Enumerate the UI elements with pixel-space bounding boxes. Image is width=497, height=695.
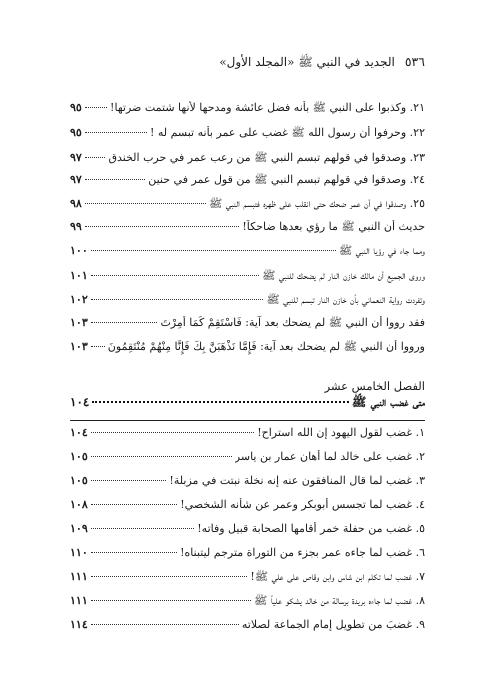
dot-leader xyxy=(91,503,177,505)
toc-entry-text: وتفردت رواية النعماني بأن خازن النار تبسم للنبي ﷺ xyxy=(266,293,425,306)
toc-entry-page: ١١٠ xyxy=(70,546,88,559)
dot-leader xyxy=(85,225,240,227)
toc-entry[interactable] xyxy=(70,197,425,213)
toc-entry-text: ٦. غضب لما جاءه عمر بجزء من التوراة مترجم ليتبناه! xyxy=(180,546,425,559)
toc-entry-text: ٢٤. وصدقوا في قولهم تبسم النبي ﷺ من قول عمر في حنين xyxy=(148,173,425,186)
dot-leader xyxy=(91,455,232,457)
toc-entry[interactable] xyxy=(70,316,425,332)
dot-leader xyxy=(91,599,251,601)
dot-leader xyxy=(91,298,264,300)
toc-entry-page: ١٠٤ xyxy=(70,426,88,439)
toc-entry-text: ورووا أن النبي ﷺ لم يضحك بعد آية: فَإِمَّا نَذْهَبَنَّ بِكَ فَإِنَّا مِنْهُمْ مُنْتَقِمُونَ xyxy=(107,340,425,353)
dot-leader xyxy=(91,431,254,433)
dot-leader xyxy=(91,575,248,577)
toc-entry-text: ومما جاء في رؤيا النبي ﷺ xyxy=(338,244,425,257)
toc-entry-text: ٢٥. وصدقوا في أن عمر ضحك حتى انقلب على ظهره فتبسم النبي ﷺ xyxy=(208,197,425,210)
dot-leader xyxy=(91,623,239,625)
dot-leader xyxy=(91,479,167,481)
toc-entry-text: ٣. غضب لما قال المنافقون عنه إنه نخلة نبتت في مزبلة! xyxy=(169,474,425,487)
toc-entry-page: ١٠٢ xyxy=(70,293,88,306)
toc-entry[interactable] xyxy=(70,594,425,610)
toc-entry[interactable] xyxy=(70,450,425,463)
toc-entry-page: ١١١ xyxy=(70,570,88,583)
toc-entry[interactable] xyxy=(70,126,425,142)
toc-entry-page: ١٠٨ xyxy=(70,498,88,511)
toc-entry[interactable] xyxy=(70,618,425,631)
toc-entry-text: ٥. غضب من حفلة خمر أقامها الصحابة قبيل وفاته! xyxy=(197,522,425,535)
toc-entry[interactable] xyxy=(70,426,425,439)
toc-entry-text: ٨. غضب لما جاءه بريدة برسالة من خالد يشكو علياً ﷺ xyxy=(254,594,425,607)
dot-leader xyxy=(85,131,147,133)
dot-leader xyxy=(85,106,107,108)
toc-entry-text: وروى الجميع أن مالك خازن النار لم يضحك للنبي ﷺ xyxy=(262,269,425,282)
toc-entry-text: ٢٣. وصدقوا في قولهم تبسم النبي ﷺ من رعب عمر في حرب الخندق xyxy=(108,151,425,164)
toc-entry-page: ٩٨ xyxy=(70,197,82,210)
toc-entry[interactable] xyxy=(70,498,425,511)
toc-entry[interactable] xyxy=(70,101,425,117)
toc-entry[interactable] xyxy=(70,244,425,260)
toc-entry-page: ٩٧ xyxy=(70,151,82,164)
toc-entry-page: ٩٥ xyxy=(70,126,82,139)
dot-leader xyxy=(92,400,349,403)
chapter-entry[interactable] xyxy=(70,395,425,414)
dot-leader xyxy=(91,345,105,347)
dot-leader xyxy=(85,178,145,180)
toc-entry[interactable] xyxy=(70,151,425,167)
toc-entry-text: ٩. غضبَ من تطويل إمام الجماعة لصلاته xyxy=(241,618,425,631)
toc-entry-text: ١. غضب لقول اليهود إن الله استراح! xyxy=(257,426,425,439)
dot-leader xyxy=(91,551,177,553)
chapter-page: ١٠٤ xyxy=(70,395,90,409)
dot-leader xyxy=(91,527,195,529)
toc-entry-text: ٤. غضب لما تجسس أبوبكر وعمر عن شأنه الشخصي! xyxy=(180,498,425,511)
toc-entry[interactable] xyxy=(70,269,425,285)
toc-entry-page: ١٠٩ xyxy=(70,522,88,535)
toc-entry[interactable] xyxy=(70,293,425,309)
dot-leader xyxy=(91,274,259,276)
toc-entry[interactable] xyxy=(70,522,425,535)
page-number: ٥٣٦ xyxy=(404,54,425,69)
dot-leader xyxy=(85,156,106,158)
toc-entry-page: ١٠٥ xyxy=(70,474,88,487)
toc-entry-page: ١٠٣ xyxy=(70,340,88,353)
toc-entry-page: ١٠٥ xyxy=(70,450,88,463)
toc-entry[interactable] xyxy=(70,570,425,586)
toc-entry-text: ٢. غضب على خالد لما أهان عمار بن ياسر xyxy=(234,450,425,463)
toc-entry-page: ١١١ xyxy=(70,594,88,607)
dot-leader xyxy=(85,202,206,204)
toc-entry-page: ١٠٠ xyxy=(70,244,88,257)
toc-entry[interactable] xyxy=(70,173,425,189)
chapter-title: متى غضب النبي ﷺ xyxy=(351,395,425,409)
dot-leader xyxy=(91,321,158,323)
toc-entry-page: ٩٧ xyxy=(70,173,82,186)
toc-entry-text: فقد رووا أن النبي ﷺ لم يضحك بعد آية: فَاسْتَقِمْ كَمَا أُمِرْتَ xyxy=(160,316,425,329)
chapter-label: الفصل الخامس عشر xyxy=(324,379,425,393)
toc-entry-page: ١٠٣ xyxy=(70,316,88,329)
dot-leader xyxy=(91,249,336,251)
page-header xyxy=(70,54,425,72)
toc-entry-page: ٩٥ xyxy=(70,101,82,114)
toc-entry[interactable] xyxy=(70,340,425,356)
toc-entry[interactable] xyxy=(70,474,425,487)
toc-entry[interactable] xyxy=(70,220,425,236)
toc-entry-text: ٧. غضب لما تكلم ابن شاس وابن وقاص على علي ﷺ! xyxy=(250,570,425,583)
toc-entry-text: حديث أن النبي ﷺ ما رؤي بعدها ضاحكاً! xyxy=(242,220,425,233)
divider xyxy=(70,420,425,421)
toc-entry-text: ٢٢. وحرفوا أن رسول الله ﷺ غضب على عمر بأنه تبسم له ! xyxy=(149,126,425,139)
toc-entry-page: ١١٤ xyxy=(70,618,88,631)
toc-entry-text: ٢١. وكذبوا على النبي ﷺ بأنه فضل عائشة ومدحها لأنها شتمت ضرتها! xyxy=(110,101,425,114)
toc-entry-page: ١٠١ xyxy=(70,269,88,282)
running-title: الجديد في النبي ﷺ «المجلد الأول» xyxy=(219,55,395,69)
toc-entry[interactable] xyxy=(70,546,425,559)
toc-entry-page: ٩٩ xyxy=(70,220,82,233)
